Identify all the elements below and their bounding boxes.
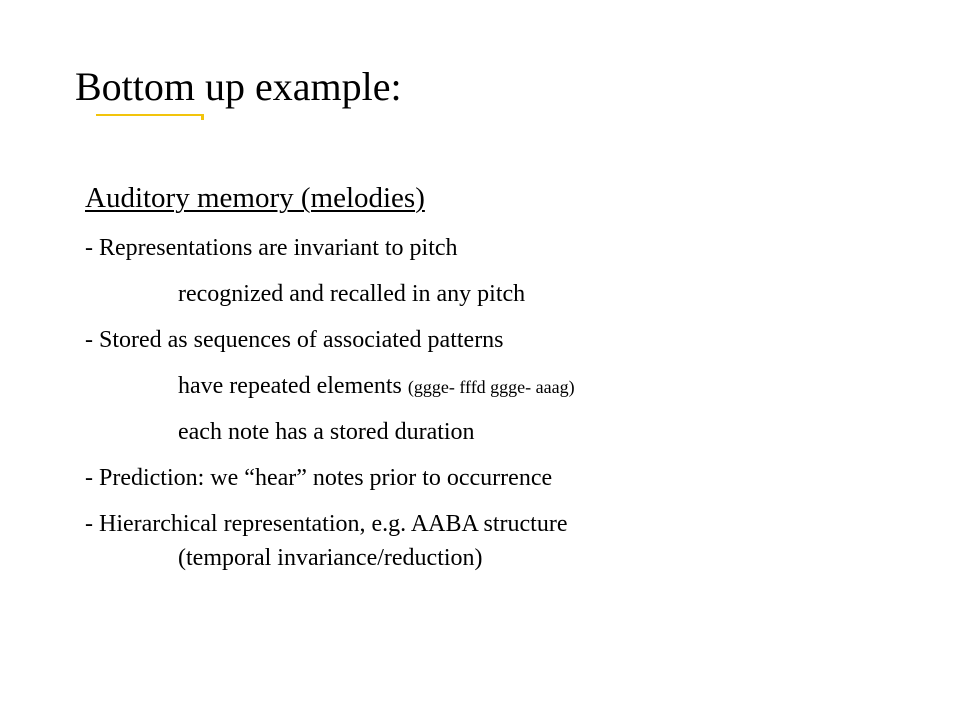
bullet-line: - Prediction: we “hear” notes prior to occurrence (85, 465, 553, 491)
sub-line-text: have repeated elements (178, 373, 408, 399)
bullet-line: - Representations are invariant to pitch (85, 235, 458, 261)
sub-line: recognized and recalled in any pitch (178, 281, 526, 307)
sub-line (178, 372, 575, 401)
accent-bar (96, 114, 204, 116)
accent-tick (201, 114, 204, 120)
bullet-line: - Stored as sequences of associated patterns (85, 327, 504, 353)
sub-line: (temporal invariance/reduction) (178, 545, 483, 571)
slide-title: Bottom up example: (75, 64, 402, 109)
title-accent-bracket (96, 111, 206, 119)
bullet-line: - Hierarchical representation, e.g. AABA structure (85, 511, 568, 537)
note-pattern: (ggge- fffd ggge- aaag) (407, 377, 575, 397)
sub-line: each note has a stored duration (178, 419, 475, 445)
section-heading: Auditory memory (melodies) (85, 182, 425, 214)
